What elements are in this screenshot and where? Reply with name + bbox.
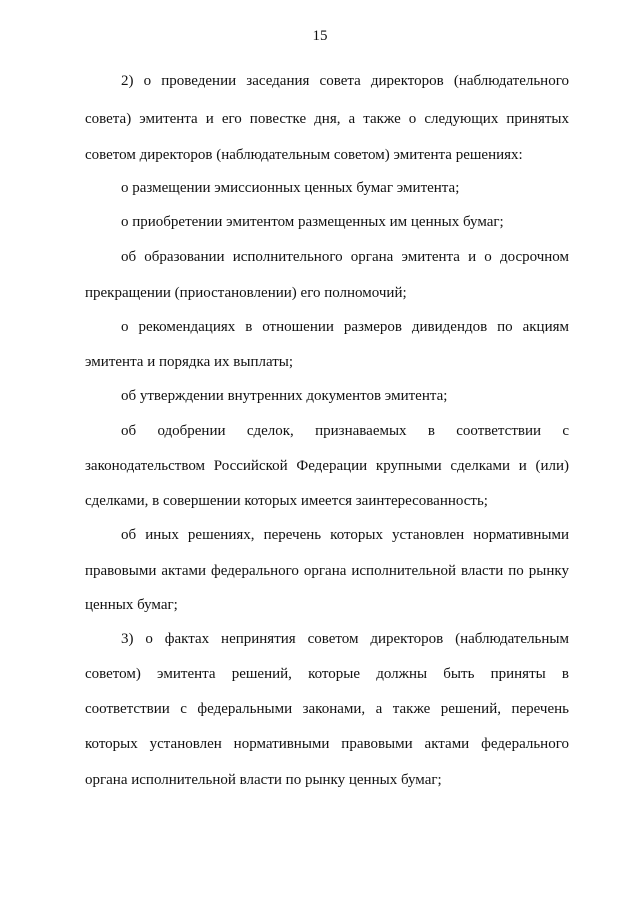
text-line: об утверждении внутренних документов эмитента; [121,388,448,404]
text-line: об одобрении сделок, признаваемых в соответствии с [121,423,569,439]
text-line: совета) эмитента и его повестке дня, а также о следующих принятых [85,111,569,127]
text-line: об образовании исполнительного органа эмитента и о досрочном [121,249,569,265]
text-line: которых установлен нормативными правовыми актами федерального [85,736,569,752]
page-number: 15 [312,28,328,44]
text-line: о рекомендациях в отношении размеров дивидендов по акциям [121,319,569,335]
text-line: советом) эмитента решений, которые должны быть приняты в [85,666,569,682]
text-line: советом директоров (наблюдательным советом) эмитента решениях: [85,147,523,163]
text-line: прекращении (приостановлении) его полномочий; [85,285,407,301]
text-line: законодательством Российской Федерации крупными сделками и (или) [85,458,569,474]
text-line: об иных решениях, перечень которых установлен нормативными [121,527,569,543]
text-line: органа исполнительной власти по рынку ценных бумаг; [85,772,442,788]
text-line: сделками, в совершении которых имеется заинтересованность; [85,493,488,509]
text-line: эмитента и порядка их выплаты; [85,354,294,370]
text-line: о приобретении эмитентом размещенных им ценных бумаг; [121,214,504,230]
text-line: 3) о фактах непринятия советом директоров (наблюдательным [121,631,569,647]
text-line: ценных бумаг; [85,597,178,613]
text-line: 2) о проведении заседания совета директоров (наблюдательного [121,73,569,89]
text-line: правовыми актами федерального органа исполнительной власти по рынку [85,563,569,579]
text-line: соответствии с федеральными законами, а также решений, перечень [85,701,569,717]
text-line: о размещении эмиссионных ценных бумаг эмитента; [121,180,460,196]
